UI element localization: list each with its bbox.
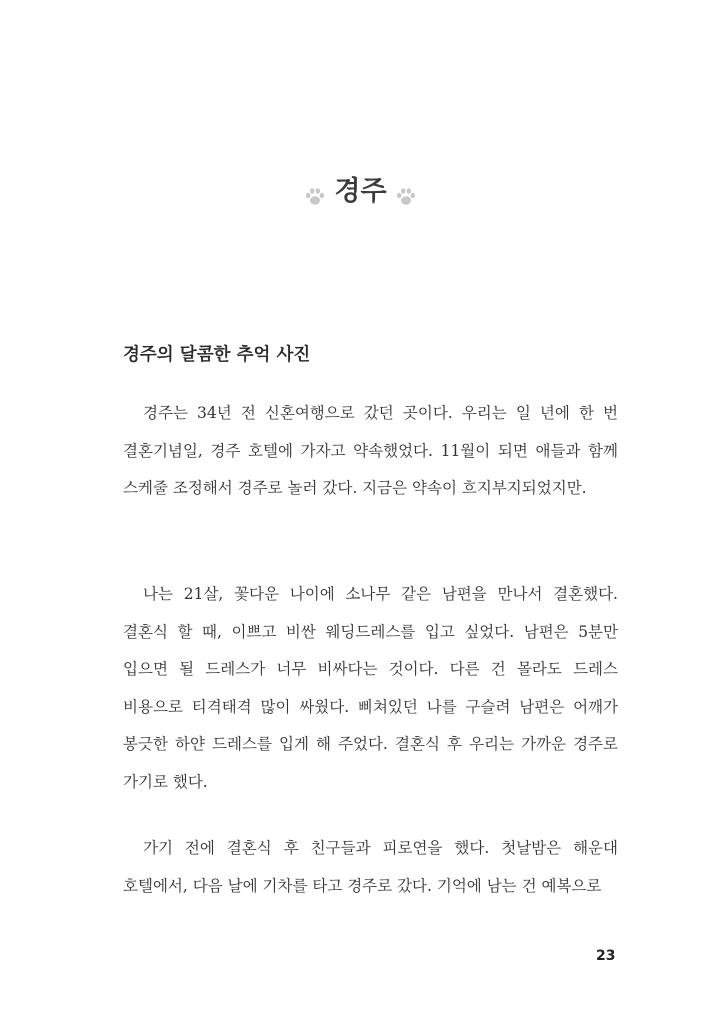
body-paragraph: 가기 전에 결혼식 후 친구들과 피로연을 했다. 첫날밤은 해운대 호텔에서, 다음 날에 기차를 타고 경주로 갔다. 기억에 남는 건 예복으로	[123, 839, 618, 895]
page-number: 23	[596, 948, 616, 964]
chapter-title: 경주	[334, 176, 387, 207]
body-paragraph: 경주는 34년 전 신혼여행으로 갔던 곳이다. 우리는 일 년에 한 번 결혼기념일, 경주 호텔에 가자고 약속했었다. 11월이 되면 애들과 함께 스케줄 조정해서 경주로 놀러 갔다. 지금은 약속이 흐지부지되었지만.	[123, 404, 618, 497]
paw-print-icon	[395, 180, 417, 202]
paw-print-icon	[304, 180, 326, 202]
body-paragraph: 나는 21살, 꽃다운 나이에 소나무 같은 남편을 만나서 결혼했다. 결혼식 할 때, 이쁘고 비싼 웨딩드레스를 입고 싶었다. 남편은 5분만 입으면 될 드레스가 너무 비싸다는 것이다. 다른 건 몰라도 드레스 비용으로 티격태격 많이 싸웠다. 삐쳐있던 나를 구슬려 남편은 어깨가 봉긋한 하얀 드레스를 입게 해 주었다. 결혼식 후 우리는 가까운 경주로 가기로 했다.	[123, 585, 618, 791]
chapter-title-block	[0, 172, 721, 212]
section-heading: 경주의 달콤한 추억 사진	[123, 345, 311, 365]
